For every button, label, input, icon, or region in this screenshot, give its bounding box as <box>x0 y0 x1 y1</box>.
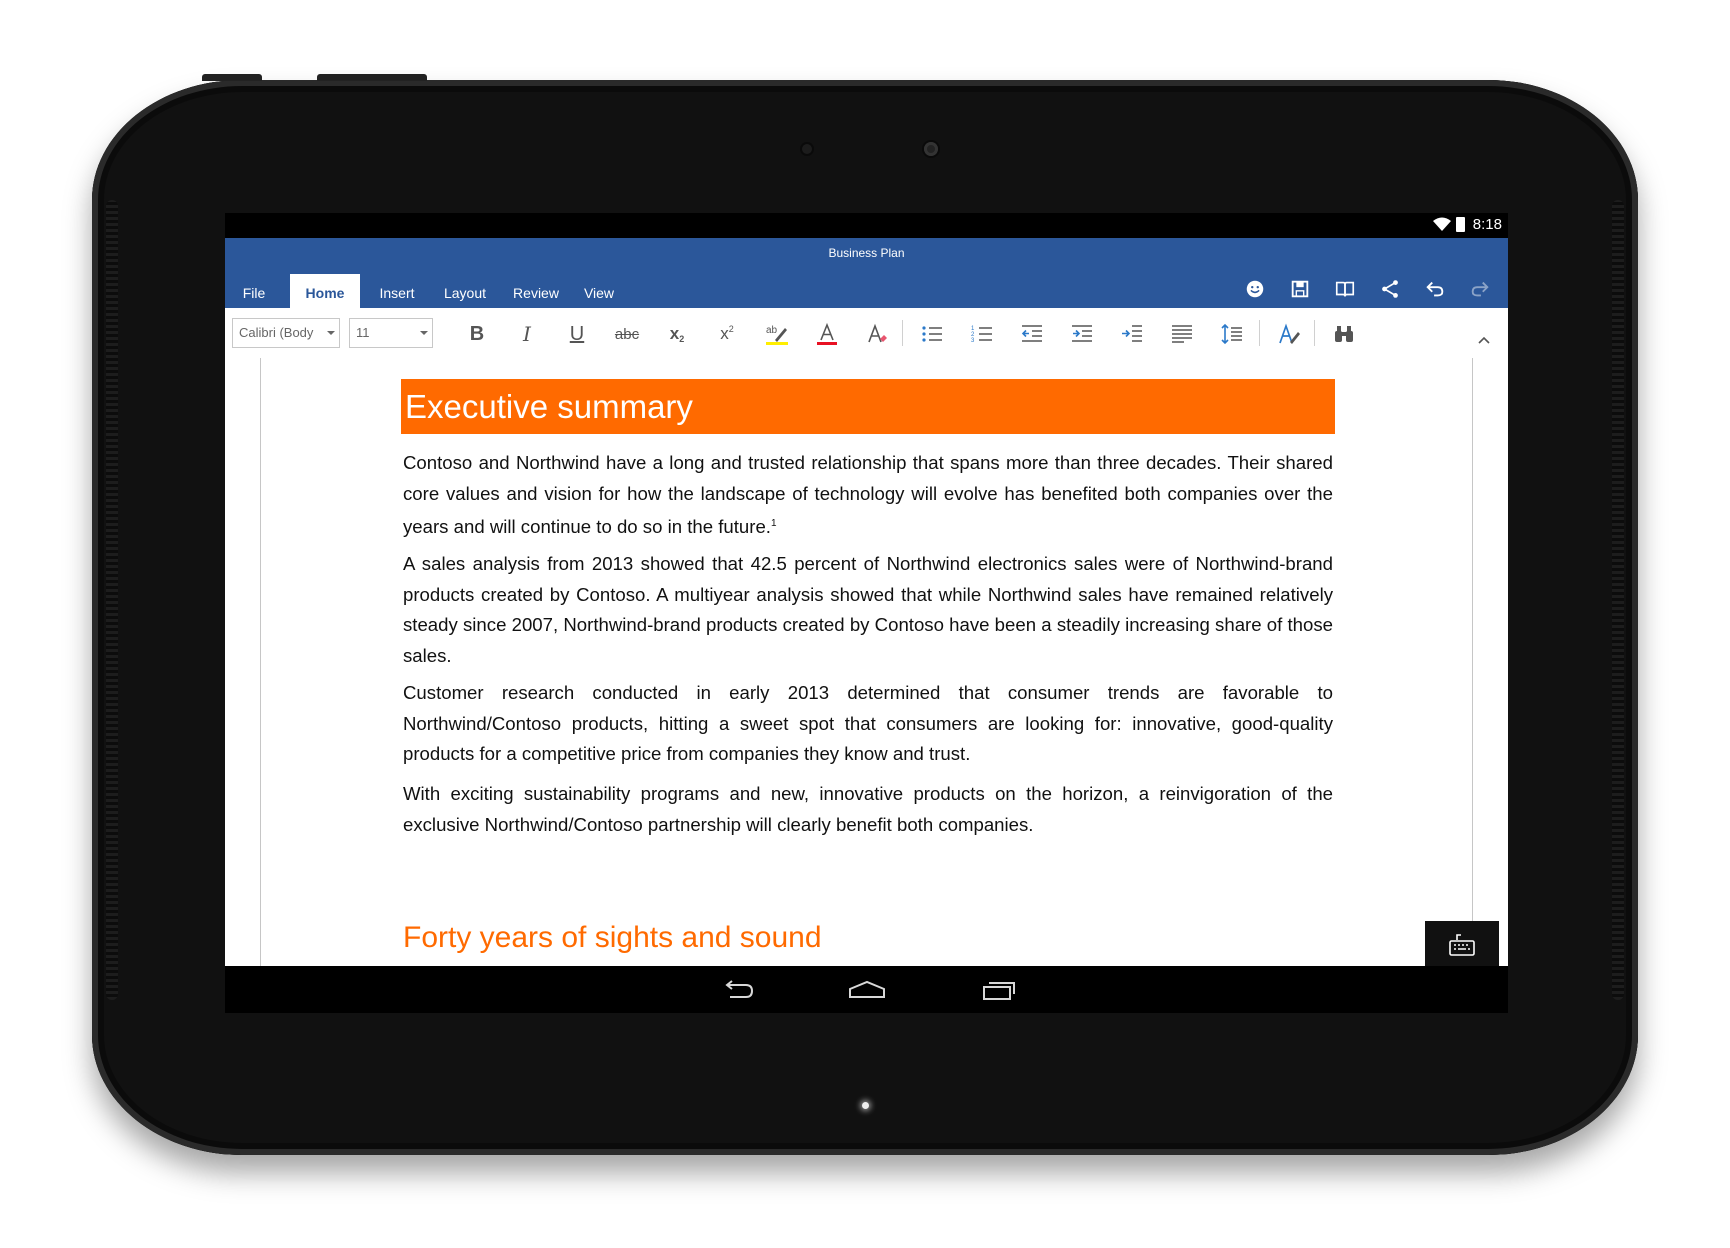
italic-button[interactable]: I <box>523 322 531 346</box>
recent-apps-button[interactable] <box>979 976 1019 1004</box>
sensor <box>802 144 812 154</box>
power-button <box>317 74 427 81</box>
subscript-button[interactable] <box>662 320 692 348</box>
numbered-list-icon <box>970 322 994 346</box>
chevron-up-icon <box>1472 328 1496 352</box>
svg-text:2: 2 <box>971 332 975 338</box>
redo-icon[interactable] <box>1468 277 1492 301</box>
highlight-button[interactable] <box>762 320 792 348</box>
clear-formatting-button[interactable] <box>862 320 892 348</box>
bold-button[interactable]: B <box>469 322 485 345</box>
tab-layout[interactable]: Layout <box>443 285 487 301</box>
notification-led <box>862 1102 869 1109</box>
right-speaker-grille <box>1612 200 1624 1000</box>
collapse-ribbon-button[interactable] <box>1469 326 1499 354</box>
keyboard-icon <box>1447 932 1477 958</box>
document-title: Business Plan <box>225 238 1508 268</box>
toolbar-divider <box>1259 320 1260 346</box>
home-icon <box>847 979 887 1001</box>
page-edge <box>260 358 261 966</box>
outdent-icon <box>1020 322 1044 346</box>
find-button[interactable] <box>1329 320 1359 348</box>
chevron-down-icon <box>327 331 335 335</box>
wifi-icon <box>1432 216 1452 232</box>
font-size-value: 11 <box>356 325 370 340</box>
save-icon[interactable] <box>1288 277 1312 301</box>
styles-icon <box>1277 322 1301 346</box>
recent-apps-icon <box>981 979 1017 1001</box>
front-camera <box>924 142 938 156</box>
svg-text:ab: ab <box>766 325 778 336</box>
bullet-list-icon <box>920 322 944 346</box>
ribbon-tabs <box>225 268 1508 308</box>
font-name-value: Calibri (Body <box>239 325 314 340</box>
battery-icon <box>1456 217 1465 232</box>
increase-indent-button[interactable] <box>1067 320 1097 348</box>
smiley-icon[interactable] <box>1243 277 1267 301</box>
bullets-button[interactable] <box>917 320 947 348</box>
decrease-indent-button[interactable] <box>1017 320 1047 348</box>
font-color-button[interactable] <box>812 320 842 348</box>
keyboard-toggle-button[interactable] <box>1425 921 1499 969</box>
strikethrough-button[interactable]: abc <box>614 325 640 343</box>
subscript-mark: 2 <box>679 334 685 344</box>
tab-home[interactable]: Home <box>290 274 360 308</box>
svg-text:1: 1 <box>971 326 975 332</box>
footnote-reference[interactable]: 1 <box>770 518 777 529</box>
paragraph: A sales analysis from 2013 showed that 42.5 percent of Northwind electronics sales were of Northwind-brand products created by Contoso. A multiyear analysis showed that while Northwind sales have remained relatively steady since 2007, Northwind-brand products created by Contoso have been a steadily increasing share of those sales. <box>403 553 1333 666</box>
paragraph <box>403 448 1333 543</box>
styles-button[interactable] <box>1274 320 1304 348</box>
svg-text:3: 3 <box>971 338 975 344</box>
font-color-icon <box>815 322 839 346</box>
share-icon[interactable] <box>1378 277 1402 301</box>
page-edge <box>1472 358 1473 966</box>
formatting-toolbar <box>225 308 1508 359</box>
line-spacing-button[interactable] <box>1217 320 1247 348</box>
clock: 8:18 <box>1472 216 1502 233</box>
highlighter-icon <box>765 322 789 346</box>
superscript-label: x <box>720 324 729 343</box>
toolbar-divider <box>902 320 903 346</box>
tab-review[interactable]: Review <box>513 285 559 301</box>
chevron-down-icon <box>420 331 428 335</box>
numbering-button[interactable] <box>967 320 997 348</box>
clear-format-icon <box>865 322 889 346</box>
left-speaker-grille <box>106 200 118 1000</box>
binoculars-icon <box>1332 322 1356 346</box>
volume-button <box>202 74 262 81</box>
paragraph: Customer research conducted in early 2013 determined that consumer trends are favorable to Northwind/Contoso products, hitting a sweet spot that consumers are looking for: innovative, good-quality products for a competitive price from companies they know and trust. <box>403 682 1333 764</box>
underline-button[interactable]: U <box>569 322 585 345</box>
heading-executive-summary: Executive summary <box>401 379 1335 434</box>
subscript-label: x <box>669 324 680 343</box>
document-canvas[interactable] <box>225 358 1508 966</box>
toolbar-divider <box>1314 320 1315 346</box>
tab-file[interactable]: File <box>242 285 266 301</box>
align-left-icon <box>1170 322 1194 346</box>
undo-icon[interactable] <box>1423 277 1447 301</box>
superscript-button[interactable] <box>712 320 742 348</box>
heading-forty-years: Forty years of sights and sound <box>403 921 822 954</box>
tab-insert[interactable]: Insert <box>379 285 415 301</box>
font-name-dropdown[interactable] <box>232 318 340 348</box>
status-bar <box>225 213 1508 238</box>
screen <box>225 213 1508 1013</box>
indent-icon <box>1070 322 1094 346</box>
back-button[interactable] <box>718 976 758 1004</box>
indent-options-button[interactable] <box>1117 320 1147 348</box>
tab-view[interactable]: View <box>583 285 615 301</box>
paragraph: With exciting sustainability programs and new, innovative products on the horizon, a reinvigoration of the exclusive Northwind/Contoso partnership will clearly benefit both companies. <box>403 783 1333 835</box>
line-spacing-icon <box>1220 322 1244 346</box>
align-button[interactable] <box>1167 320 1197 348</box>
paragraph-text: Contoso and Northwind have a long and trusted relationship that spans more than three decades. Their shared core values and vision for how the landscape of technology will evolve has benefited both companies over the years and will continue to do so in the future. <box>403 452 1333 538</box>
font-size-dropdown[interactable] <box>349 318 433 348</box>
superscript-mark: 2 <box>728 324 734 334</box>
home-button[interactable] <box>847 976 887 1004</box>
back-icon <box>720 979 756 1001</box>
navigation-bar <box>225 966 1508 1013</box>
hanging-indent-icon <box>1120 322 1144 346</box>
read-mode-icon[interactable] <box>1333 277 1357 301</box>
